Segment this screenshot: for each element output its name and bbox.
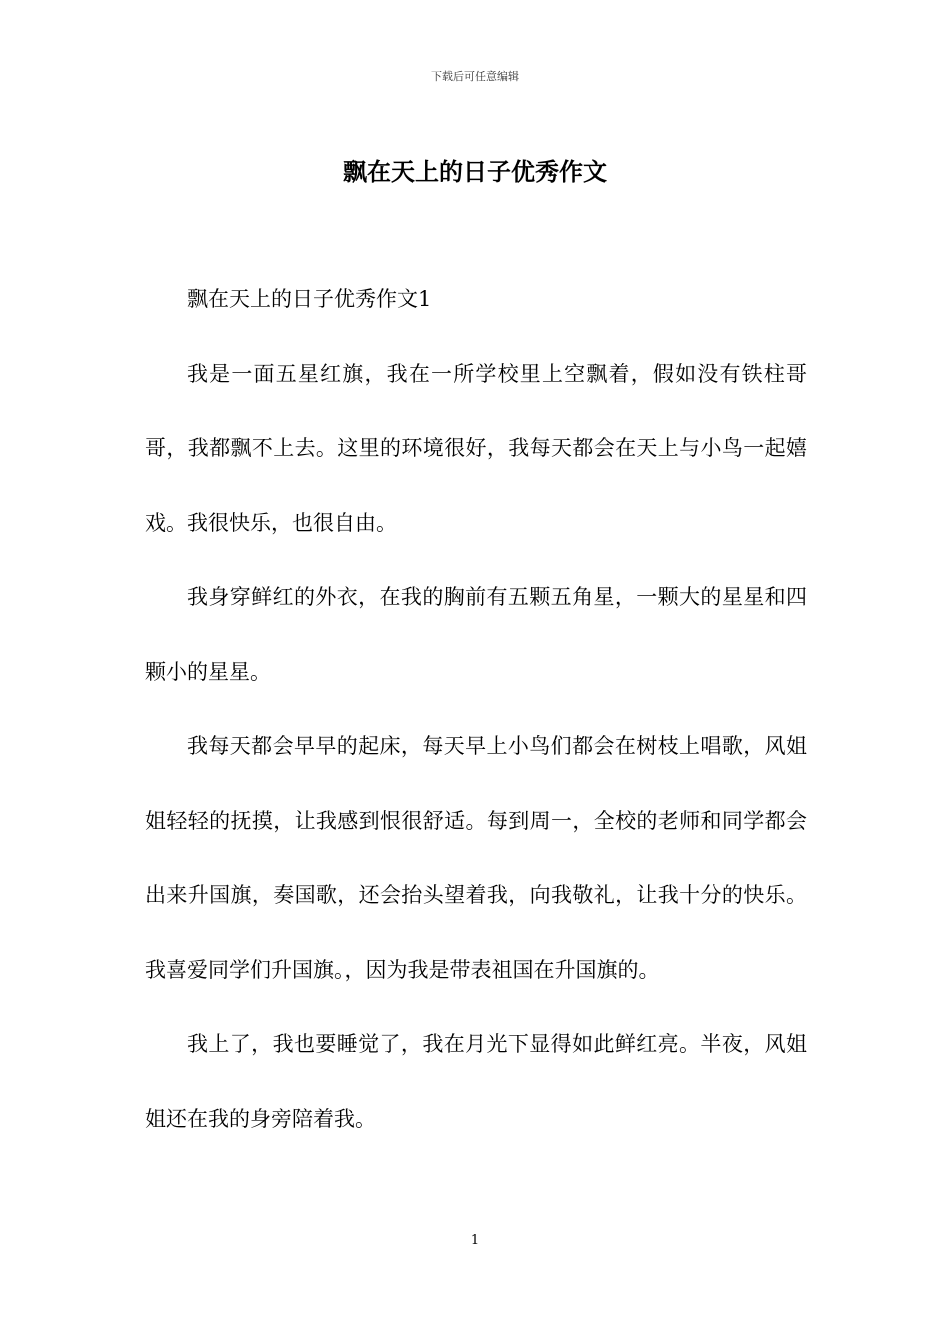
paragraph: 我每天都会早早的起床，每天早上小鸟们都会在树枝上唱歌，风姐姐轻轻的抚摸，让我感到恨很舒适。每到周一，全校的老师和同学都会出来升国旗，奏国歌，还会抬头望着我，向我敬礼，让我十分的快乐。我喜爱同学们升国旗。，因为我是带表祖国在升国旗的。 <box>145 734 807 982</box>
paragraph: 我是一面五星红旗，我在一所学校里上空飘着，假如没有铁柱哥哥，我都飘不上去。这里的环境很好，我每天都会在天上与小鸟一起嬉戏。我很快乐，也很自由。 <box>145 361 807 535</box>
paragraph: 我上了，我也要睡觉了，我在月光下显得如此鲜红亮。半夜，风姐姐还在我的身旁陪着我。 <box>145 1032 807 1131</box>
document-body <box>145 262 807 1156</box>
page-number: 1 <box>470 1233 480 1248</box>
document-title: 飘在天上的日子优秀作文 <box>343 158 607 186</box>
section-heading: 飘在天上的日子优秀作文1 <box>187 287 432 311</box>
header-note: 下载后可任意编辑 <box>431 70 519 83</box>
paragraph: 我身穿鲜红的外衣，在我的胸前有五颗五角星，一颗大的星星和四颗小的星星。 <box>145 585 807 684</box>
